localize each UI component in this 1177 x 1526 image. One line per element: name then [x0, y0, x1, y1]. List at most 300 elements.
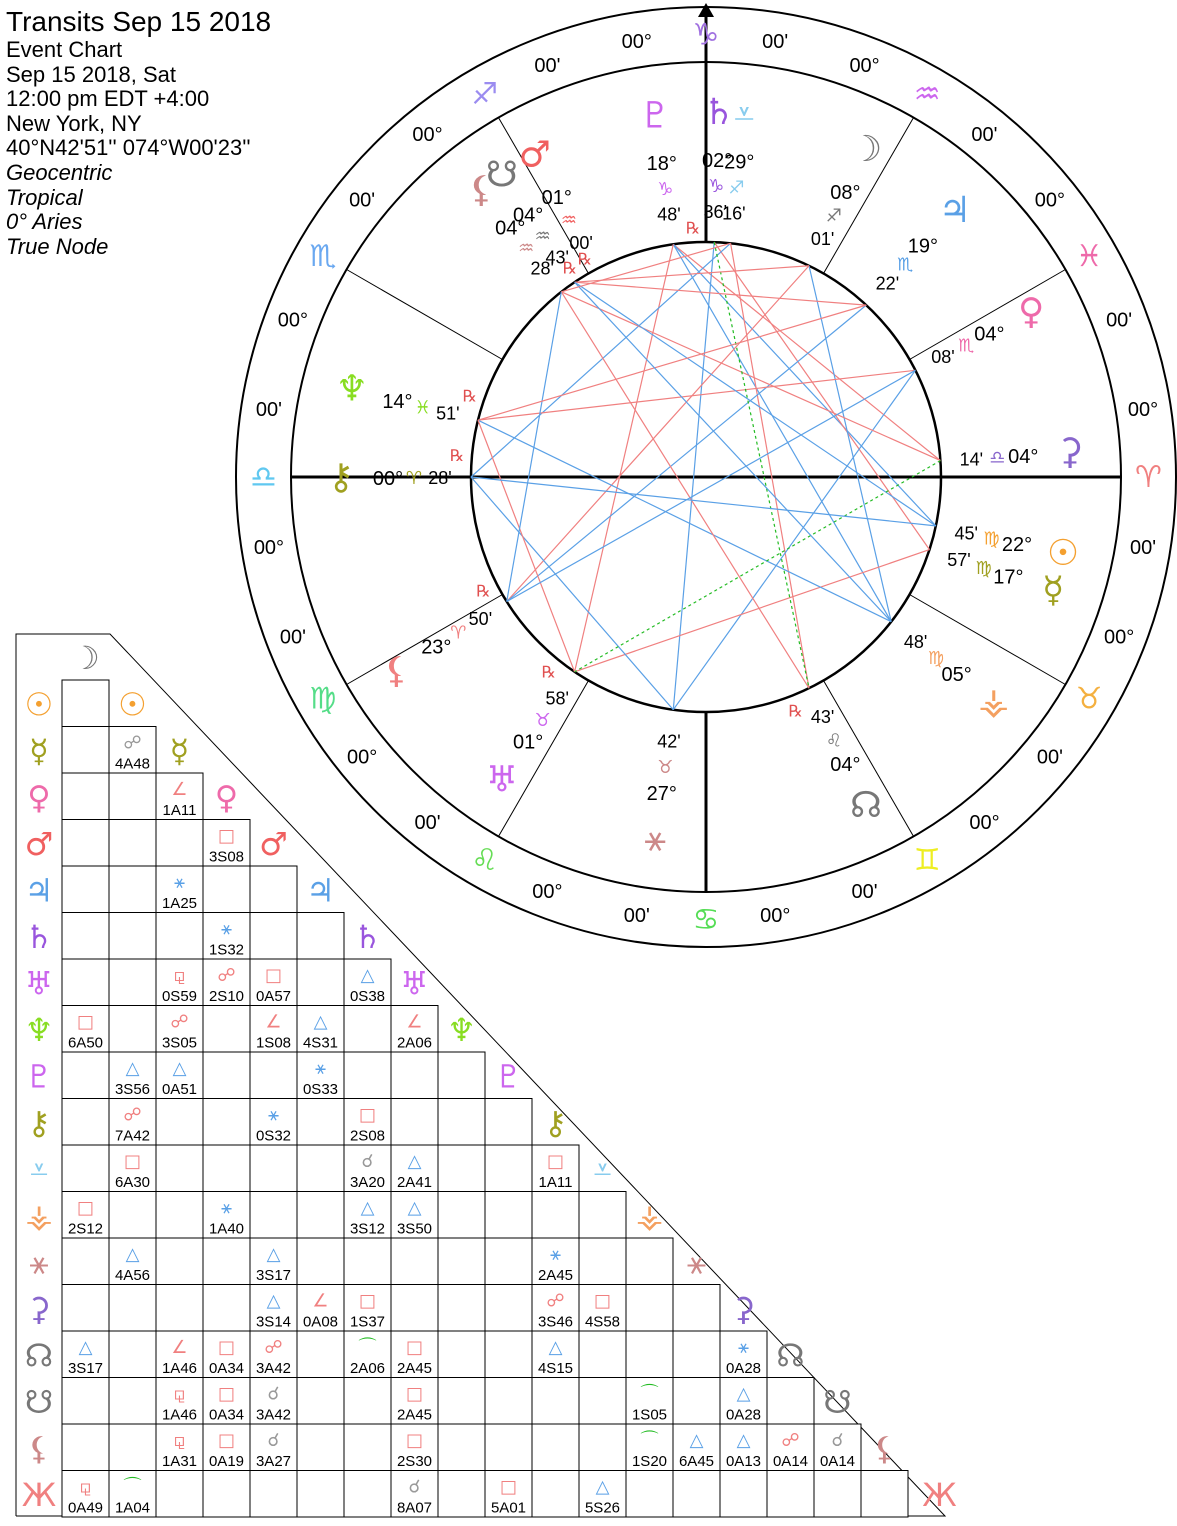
chiron-retro-spot-sign-icon: ♎: [989, 447, 1006, 469]
lilith-degree: 23°: [421, 636, 452, 659]
aspect-symbol-icon: △: [360, 1197, 375, 1219]
black-moon-sign-icon: ♒: [518, 237, 535, 259]
grid-cell: [203, 1052, 250, 1099]
grid-cell: [626, 1238, 673, 1285]
chiron-retro-icon: ℞: [449, 448, 465, 466]
aspect-orb: 3A42: [255, 1360, 292, 1377]
aspect-symbol-icon: ☌: [408, 1476, 421, 1498]
aspect-symbol-icon: ⚼: [173, 965, 186, 986]
chart-node-type: True Node: [6, 233, 109, 259]
north-node-minute: 43': [810, 707, 835, 728]
aspect-symbol-icon: □: [358, 1104, 377, 1126]
pluto-row-icon: ♇: [24, 1057, 54, 1096]
north-node-degree: 04°: [830, 753, 861, 776]
sign-cusp-minute: 00': [762, 30, 789, 53]
grid-cell: [62, 1238, 109, 1285]
aspect-symbol-icon: △: [172, 1058, 187, 1079]
uranus-degree: 01°: [513, 731, 544, 754]
aspect-orb: 2A41: [396, 1174, 433, 1191]
saturn-degree: 02°: [701, 150, 733, 173]
aspect-orb: 0A13: [725, 1453, 762, 1470]
aspect-orb: 3S08: [208, 848, 245, 866]
sagittarius-sign-icon: ♐: [471, 76, 499, 112]
grid-cell: [673, 1331, 720, 1378]
aspect-symbol-icon: ☌: [831, 1430, 844, 1451]
grid-cell: [297, 913, 344, 960]
aspect-orb: 0S38: [349, 988, 386, 1005]
aspect-orb: 3A27: [255, 1453, 292, 1470]
grid-cell: [203, 866, 250, 913]
grid-cell: [203, 1099, 250, 1146]
aspect-orb: 6A45: [678, 1453, 715, 1470]
vesta-diag-icon: ⚶: [635, 1196, 664, 1235]
aspect-symbol-icon: △: [595, 1476, 610, 1498]
chart-frame: Geocentric: [6, 159, 113, 185]
aspect-orb: 5A01: [490, 1499, 527, 1517]
sign-cusp-degree: 00°: [346, 746, 378, 769]
sign-cusp-degree: 00°: [621, 30, 652, 53]
grid-cell: [626, 1331, 673, 1378]
grid-cell: [297, 1099, 344, 1146]
grid-cell: [250, 913, 297, 960]
aspect-orb: 0A34: [208, 1406, 245, 1424]
aspect-orb: 0A49: [67, 1499, 104, 1517]
lilith-retro-icon: ℞: [476, 583, 491, 601]
lilith-icon: ⚸: [383, 650, 410, 692]
aspect-orb: 0A14: [772, 1453, 809, 1470]
aspect-orb: 2S08: [349, 1127, 386, 1145]
chiron-row-icon: ⚷: [27, 1103, 51, 1142]
ceres-star-icon: ⚹: [644, 818, 667, 860]
pluto-icon: ♇: [639, 95, 672, 137]
neptune-degree: 14°: [382, 391, 413, 414]
chart-place: New York, NY: [6, 110, 142, 136]
grid-cell: [673, 1471, 720, 1518]
aspect-symbol-icon: ∠: [312, 1290, 329, 1312]
grid-cell: [250, 866, 297, 913]
aspect-orb: 4S15: [537, 1360, 574, 1377]
aspect-symbol-icon: ∠: [265, 1011, 282, 1033]
sign-cusp-minute: 00': [1106, 309, 1133, 332]
grid-cell: [767, 1471, 814, 1518]
sign-cusp-minute: 00': [279, 626, 306, 649]
saturn-minute: 36': [703, 202, 728, 223]
grid-cell: [297, 1145, 344, 1192]
aspect-symbol-icon: △: [407, 1151, 422, 1172]
sign-cusp-degree: 00°: [760, 905, 791, 928]
aspect-symbol-icon: △: [548, 1337, 563, 1358]
grid-cell: [109, 913, 156, 960]
neptune-diag-icon: ♆: [447, 1010, 476, 1049]
aspect-orb: 1S32: [208, 941, 245, 959]
aspect-symbol-icon: □: [593, 1290, 612, 1312]
aspect-orb: 3S17: [255, 1267, 292, 1284]
grid-cell: [62, 680, 109, 727]
aspect-symbol-icon: □: [217, 1383, 236, 1405]
mars-icon: ♂: [518, 134, 551, 176]
grid-cell: [297, 1331, 344, 1378]
chart-date: Sep 15 2018, Sat: [6, 61, 177, 87]
aspect-symbol-icon: ⚹: [174, 872, 185, 893]
grid-cell: [532, 1192, 579, 1239]
aspect-symbol-icon: ☌: [361, 1151, 374, 1172]
black-moon-retro-icon: ℞: [562, 260, 578, 278]
aspect-symbol-icon: △: [125, 1058, 140, 1079]
grid-cell: [438, 1378, 485, 1425]
grid-cell: [250, 1052, 297, 1099]
aspect-symbol-icon: □: [358, 1290, 377, 1312]
vesta-icon: ⚶: [978, 681, 1009, 723]
jupiter-sign-icon: ♏: [897, 254, 914, 276]
grid-cell: [156, 913, 203, 960]
virgo-sign-icon: ♍: [309, 681, 337, 717]
sign-cusp-minute: 00': [851, 881, 878, 904]
aspect-orb: 0S59: [161, 988, 198, 1005]
midheaven-diag-icon: Ж: [922, 1475, 957, 1514]
chart-coords: 40°N42'51'' 074°W00'23'': [6, 135, 251, 161]
sun-minute: 45': [954, 523, 978, 544]
grid-cell: [579, 1331, 626, 1378]
south-node-degree: 04°: [513, 204, 544, 227]
grid-cell: [203, 1285, 250, 1332]
uranus-icon: ♅: [485, 759, 519, 801]
aspect-orb: 4A48: [114, 755, 151, 773]
uranus-row-icon: ♅: [24, 964, 54, 1003]
pluto-degree: 18°: [646, 153, 677, 176]
grid-cell: [579, 1192, 626, 1239]
mars-degree: 01°: [541, 187, 572, 210]
aspect-symbol-icon: ☍: [123, 1104, 142, 1126]
grid-cell: [344, 1238, 391, 1285]
aspect-symbol-icon: □: [546, 1151, 565, 1172]
grid-cell: [156, 1238, 203, 1285]
aspect-symbol-icon: □: [264, 965, 283, 986]
sign-cusp-minute: 00': [255, 398, 282, 421]
aspect-orb: 4S31: [302, 1034, 339, 1052]
uranus-retro-icon: ℞: [541, 664, 556, 682]
aspect-orb: 0A34: [208, 1360, 245, 1377]
aspect-symbol-icon: □: [405, 1430, 424, 1451]
aspect-orb: 7A42: [114, 1127, 151, 1145]
grid-cell: [438, 1145, 485, 1192]
aspect-symbol-icon: ⚹: [221, 1197, 232, 1219]
grid-cell: [391, 1238, 438, 1285]
aspect-symbol-icon: ⚼: [173, 1383, 186, 1405]
south-node-sign-icon: ♒: [534, 225, 551, 247]
aspect-orb: 1A04: [114, 1499, 151, 1517]
chart-ayanamsa: 0° Aries: [6, 209, 83, 235]
grid-cell: [62, 1145, 109, 1192]
aspect-orb: 2S12: [67, 1220, 104, 1238]
grid-cell: [297, 1424, 344, 1471]
grid-cell: [203, 1145, 250, 1192]
mercury-degree: 17°: [993, 566, 1024, 589]
aspect-orb: 2S10: [208, 988, 245, 1005]
aspect-orb: 1A11: [538, 1174, 573, 1191]
grid-cell: [109, 1424, 156, 1471]
black-moon-icon: ⚸: [468, 169, 495, 211]
aspect-orb: 2A45: [537, 1267, 574, 1284]
aspect-symbol-icon: ⚼: [173, 1430, 186, 1451]
saturn-sign-icon: ♑: [708, 176, 725, 198]
chiron-sign-icon: ♈: [405, 468, 423, 489]
grid-cell: [861, 1471, 908, 1518]
aspect-orb: 5S26: [584, 1499, 621, 1517]
saturn-row-icon: ♄: [24, 917, 54, 956]
grid-cell: [203, 1006, 250, 1053]
grid-cell: [626, 1285, 673, 1332]
chart-kind: Event Chart: [6, 37, 123, 62]
sign-cusp-degree: 00°: [1034, 189, 1066, 212]
mercury-diag-icon: ☿: [169, 731, 190, 770]
aquarius-sign-icon: ♒: [913, 76, 941, 112]
neptune-icon: ♆: [335, 368, 368, 410]
grid-cell: [532, 1424, 579, 1471]
grid-cell: [156, 1192, 203, 1239]
vesta-row-icon: ⚶: [25, 1196, 53, 1235]
vertex-sign-icon: ♐: [728, 177, 745, 199]
aspect-orb: 0A51: [161, 1081, 198, 1098]
aspect-orb: 0A19: [208, 1453, 245, 1470]
vertex-row-icon: ⩡: [29, 1150, 49, 1189]
black-moon-minute: 28': [530, 258, 554, 279]
grid-cell: [485, 1378, 532, 1425]
grid-cell: [626, 1471, 673, 1518]
aspect-symbol-icon: ⚹: [738, 1337, 749, 1358]
jupiter-diag-icon: ♃: [306, 871, 335, 910]
libra-sign-icon: ♎: [250, 460, 277, 495]
aspect-orb: 1S05: [631, 1406, 668, 1424]
grid-cell: [344, 1471, 391, 1518]
vertex-icon: ⩡: [733, 93, 755, 135]
jupiter-minute: 22': [875, 273, 900, 294]
grid-cell: [297, 1238, 344, 1285]
moon-sign-icon: ♐: [825, 205, 843, 227]
aspect-orb: 3S12: [349, 1220, 386, 1238]
grid-cell: [767, 1378, 814, 1425]
grid-cell: [156, 820, 203, 867]
grid-cell: [250, 1471, 297, 1518]
mars-minute: 00': [569, 233, 593, 254]
aspect-orb: 0S33: [302, 1081, 339, 1098]
venus-minute: 08': [931, 347, 955, 368]
mercury-icon: ☿: [1042, 569, 1065, 611]
grid-cell: [156, 1285, 203, 1332]
grid-cell: [203, 1238, 250, 1285]
vertex-diag-icon: ⩡: [593, 1150, 612, 1189]
grid-cell: [438, 1192, 485, 1239]
aspect-symbol-icon: □: [405, 1337, 424, 1358]
grid-cell: [391, 1052, 438, 1099]
grid-cell: [297, 1192, 344, 1239]
aspect-orb: 1A11: [162, 802, 197, 819]
aspect-symbol-icon: △: [125, 1244, 140, 1265]
grid-cell: [109, 820, 156, 867]
mercury-row-icon: ☿: [29, 731, 49, 770]
grid-cell: [438, 1424, 485, 1471]
mars-diag-icon: ♂: [259, 824, 288, 863]
grid-cell: [438, 1471, 485, 1518]
south-node-minute: 43': [545, 247, 569, 268]
aspect-orb: 1A31: [161, 1453, 198, 1470]
grid-cell: [344, 1052, 391, 1099]
pluto-retro-icon: ℞: [685, 220, 701, 238]
pisces-sign-icon: ♓: [1075, 238, 1103, 274]
moon-diag-icon: ☽: [71, 638, 100, 677]
sign-cusp-minute: 00': [349, 189, 376, 212]
ceres-star-degree: 27°: [646, 782, 677, 805]
grid-cell: [62, 913, 109, 960]
taurus-sign-icon: ♉: [1075, 681, 1103, 717]
north-node-icon: ☊: [850, 785, 882, 827]
grid-cell: [485, 1285, 532, 1332]
aspect-orb: 4S58: [584, 1313, 621, 1331]
aspect-symbol-icon: △: [360, 965, 375, 986]
grid-cell: [485, 1238, 532, 1285]
neptune-retro-icon: ℞: [462, 388, 477, 406]
grid-cell: [109, 1006, 156, 1053]
aspect-symbol-icon: ⌒: [123, 1476, 142, 1498]
chart-zodiac: Tropical: [6, 184, 83, 210]
grid-cell: [156, 1471, 203, 1518]
neptune-row-icon: ♆: [24, 1010, 54, 1049]
vesta-degree: 05°: [941, 663, 972, 686]
grid-cell: [344, 1424, 391, 1471]
mercury-sign-icon: ♍: [975, 558, 992, 580]
aspect-orb: 1S08: [255, 1034, 292, 1052]
grid-cell: [673, 1285, 720, 1332]
grid-cell: [532, 1378, 579, 1425]
north-node-retro-icon: ℞: [788, 703, 803, 721]
aspect-orb: 1S20: [631, 1453, 668, 1470]
uranus-sign-icon: ♉: [534, 710, 551, 732]
vertex-degree: 29°: [724, 151, 755, 174]
mars-row-icon: ♂: [24, 824, 54, 863]
grid-cell: [485, 1145, 532, 1192]
sun-sign-icon: ♍: [983, 528, 1000, 550]
aspect-orb: 1S37: [349, 1313, 386, 1331]
grid-cell: [438, 1238, 485, 1285]
aspect-orb: 3S14: [255, 1313, 292, 1331]
grid-cell: [814, 1471, 861, 1518]
juno-diag-icon: ⚳: [731, 1289, 756, 1328]
mars-sign-icon: ♒: [560, 210, 577, 232]
sun-diag-icon: ☉: [118, 685, 147, 724]
grid-cell: [344, 1006, 391, 1053]
aspect-orb: 1A46: [161, 1360, 198, 1377]
chiron-retro-spot-minute: 14': [959, 449, 984, 470]
aspect-orb: 2A45: [396, 1406, 433, 1424]
aspect-symbol-icon: ☍: [781, 1430, 800, 1451]
sign-cusp-minute: 00': [534, 54, 561, 77]
aspect-symbol-icon: □: [217, 825, 236, 847]
aspect-symbol-icon: ⚼: [79, 1476, 92, 1498]
aspect-symbol-icon: ☍: [546, 1290, 565, 1312]
grid-cell: [62, 1424, 109, 1471]
ceres-row-icon: ⚹: [29, 1243, 49, 1282]
aspect-symbol-icon: △: [689, 1430, 704, 1451]
black-moon-degree: 04°: [495, 217, 526, 240]
north-node-diag-icon: ☊: [776, 1336, 805, 1375]
aspect-orb: 1A40: [208, 1220, 245, 1238]
grid-cell: [62, 1052, 109, 1099]
aspect-orb: 8A07: [396, 1499, 433, 1517]
aspect-symbol-icon: △: [407, 1197, 422, 1219]
sign-cusp-degree: 00°: [253, 537, 285, 560]
aspect-symbol-icon: ⌒: [640, 1383, 659, 1405]
aspect-symbol-icon: ⚹: [315, 1058, 326, 1079]
pluto-minute: 48': [657, 204, 681, 225]
grid-cell: [438, 1285, 485, 1332]
grid-cell: [297, 1471, 344, 1518]
aspect-orb: 1A46: [161, 1406, 198, 1424]
grid-cell: [156, 1145, 203, 1192]
grid-cell: [720, 1471, 767, 1518]
aspect-symbol-icon: △: [266, 1290, 281, 1312]
grid-cell: [109, 866, 156, 913]
midheaven-row-icon: Ж: [21, 1475, 57, 1514]
aspect-orb: 2S30: [396, 1453, 433, 1470]
sign-cusp-degree: 00°: [532, 881, 563, 904]
grid-cell: [109, 1331, 156, 1378]
aspect-symbol-icon: ☌: [267, 1430, 280, 1451]
sign-cusp-minute: 00': [414, 811, 441, 834]
grid-cell: [438, 1099, 485, 1146]
aspect-orb: 0A28: [725, 1360, 762, 1377]
vesta-sign-icon: ♍: [928, 647, 945, 669]
mercury-minute: 57': [947, 550, 971, 571]
aspect-orb: 3S05: [161, 1034, 198, 1052]
aspect-orb: 0A08: [302, 1313, 339, 1331]
aspect-symbol-icon: ⚹: [221, 918, 232, 940]
north-node-sign-icon: ♌: [825, 730, 843, 752]
grid-cell: [109, 1285, 156, 1332]
sun-row-icon: ☉: [24, 685, 54, 724]
sign-cusp-minute: 00': [623, 905, 650, 928]
sign-cusp-degree: 00°: [849, 54, 880, 77]
saturn-diag-icon: ♄: [353, 917, 382, 956]
ceres-star-minute: 42': [657, 731, 681, 752]
sign-cusp-minute: 00': [1036, 746, 1063, 769]
lilith-row-icon: ⚸: [27, 1429, 51, 1468]
moon-minute: 01': [810, 228, 835, 249]
aspect-orb: 0S32: [255, 1127, 292, 1145]
chiron-retro-spot-degree: 04°: [1008, 445, 1039, 468]
aspect-symbol-icon: □: [499, 1476, 518, 1498]
aspect-symbol-icon: ⚹: [550, 1244, 561, 1265]
lilith-sign-icon: ♈: [450, 622, 467, 644]
aspect-symbol-icon: □: [405, 1383, 424, 1405]
aspect-orb: 3S50: [396, 1220, 433, 1238]
chiron-retro-spot-icon: ⚳: [1056, 431, 1084, 473]
vesta-minute: 48': [903, 631, 928, 652]
neptune-minute: 51': [436, 403, 460, 424]
chiron-diag-icon: ⚷: [543, 1103, 568, 1142]
gemini-sign-icon: ♊: [913, 843, 941, 879]
uranus-diag-icon: ♅: [400, 964, 429, 1003]
grid-cell: [62, 1378, 109, 1425]
venus-row-icon: ♀: [27, 778, 51, 817]
north-node-row-icon: ☊: [24, 1336, 54, 1375]
grid-cell: [485, 1331, 532, 1378]
south-node-diag-icon: ☋: [823, 1382, 852, 1421]
aspect-symbol-icon: ⌒: [358, 1337, 377, 1358]
capricorn-sign-icon: ♑: [692, 17, 720, 53]
chiron-minute: 28': [428, 468, 452, 488]
venus-sign-icon: ♏: [958, 335, 975, 357]
sign-cusp-degree: 00°: [1103, 626, 1135, 649]
grid-cell: [156, 1099, 203, 1146]
